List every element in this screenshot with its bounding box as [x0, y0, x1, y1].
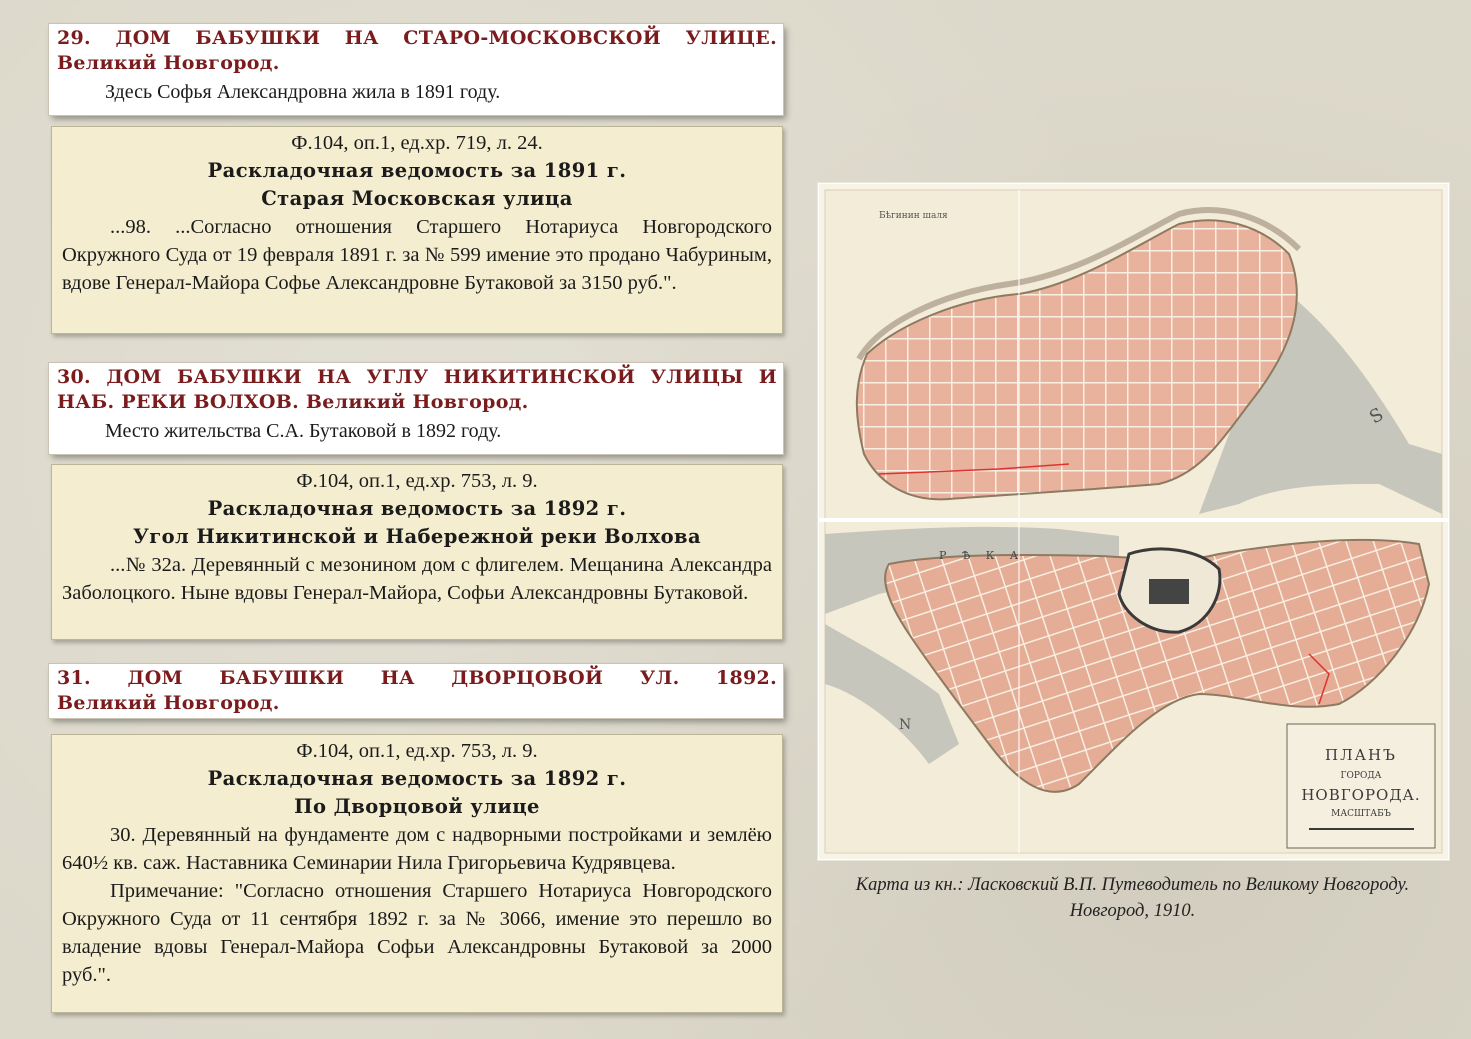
archive-reference: Ф.104, оп.1, ед.хр. 719, л. 24. — [291, 132, 543, 154]
entry-29-heading — [49, 24, 783, 115]
entry-31-archive-quote — [51, 734, 783, 1013]
document-body: ...98. ...Согласно отношения Старшего Нотариуса Новгородского Окружного Суда от 19 февраля 1891 г. за № 599 имение это продано Чабуриным, вдове Генерал-Майора Софье Александровне Бутаковой за 3150 руб.". — [62, 216, 772, 294]
entry-29-title: 29. ДОМ БАБУШКИ НА СТАРО-МОСКОВСКОЙ УЛИЦЕ. Великий Новгород. — [57, 27, 777, 74]
document-subtitle: По Дворцовой улице — [294, 795, 540, 818]
entry-31-title: 31. ДОМ БАБУШКИ НА ДВОРЦОВОЙ УЛ. 1892. Великий Новгород. — [57, 667, 777, 714]
archive-reference: Ф.104, оп.1, ед.хр. 753, л. 9. — [296, 740, 538, 762]
entry-30-description: Место жительства С.А. Бутаковой в 1892 году. — [105, 420, 502, 442]
document-title: Раскладочная ведомость за 1892 г. — [207, 767, 627, 790]
document-body: ...№ 32а. Деревянный с мезонином дом с флигелем. Мещанина Александра Заболоцкого. Ныне вдовы Генерал-Майора, Софьи Александровны Бутаковой. — [62, 554, 772, 604]
map-caption — [818, 872, 1447, 924]
document-subtitle: Старая Московская улица — [261, 187, 573, 210]
novgorod-city-map — [818, 183, 1449, 860]
entry-30-title: 30. ДОМ БАБУШКИ НА УГЛУ НИКИТИНСКОЙ УЛИЦЫ И НАБ. РЕКИ ВОЛХОВ. Великий Новгород. — [57, 366, 777, 413]
map-title-1: ПЛАНЪ — [1325, 746, 1397, 764]
map-title-3: НОВГОРОДА. — [1301, 786, 1421, 804]
caption-line-2: Новгород, 1910. — [1069, 901, 1196, 921]
entry-29-description: Здесь Софья Александровна жила в 1891 году. — [105, 81, 501, 103]
document-note: Примечание: "Согласно отношения Старшего Нотариуса Новгородского Окружного Суда от 11 сентября 1892 г. за № 3066, имение это перешло во владение вдовы Генерал-Майора Софьи Александровны Бутаковой за 2000 руб.". — [62, 880, 772, 986]
entry-30-heading — [49, 363, 783, 454]
svg-text:N: N — [899, 717, 912, 733]
caption-line-1: Карта из кн.: Ласковский В.П. Путеводитель по Великому Новгороду. — [855, 875, 1410, 895]
entry-31-heading — [49, 664, 783, 718]
document-title: Раскладочная ведомость за 1892 г. — [207, 497, 627, 520]
entry-30-archive-quote — [51, 464, 783, 640]
svg-text:S: S — [1366, 403, 1388, 429]
map-title-2: ГОРОДА — [1340, 771, 1382, 781]
document-title: Раскладочная ведомость за 1891 г. — [207, 159, 627, 182]
map-scale: МАСШТАБЪ — [1331, 809, 1391, 819]
document-subtitle: Угол Никитинской и Набережной реки Волхова — [133, 525, 701, 548]
entry-29-archive-quote — [51, 126, 783, 334]
map-top-label: Бѣгинин шаля — [879, 211, 948, 221]
map-drawing — [819, 184, 1448, 859]
archive-reference: Ф.104, оп.1, ед.хр. 753, л. 9. — [296, 470, 538, 492]
river-label: Р Ѣ К А — [939, 549, 1025, 562]
document-body: 30. Деревянный на фундаменте дом с надворными постройками и землёю 640½ кв. саж. Наставника Семинарии Нила Григорьевича Кудрявцева. — [62, 824, 772, 874]
